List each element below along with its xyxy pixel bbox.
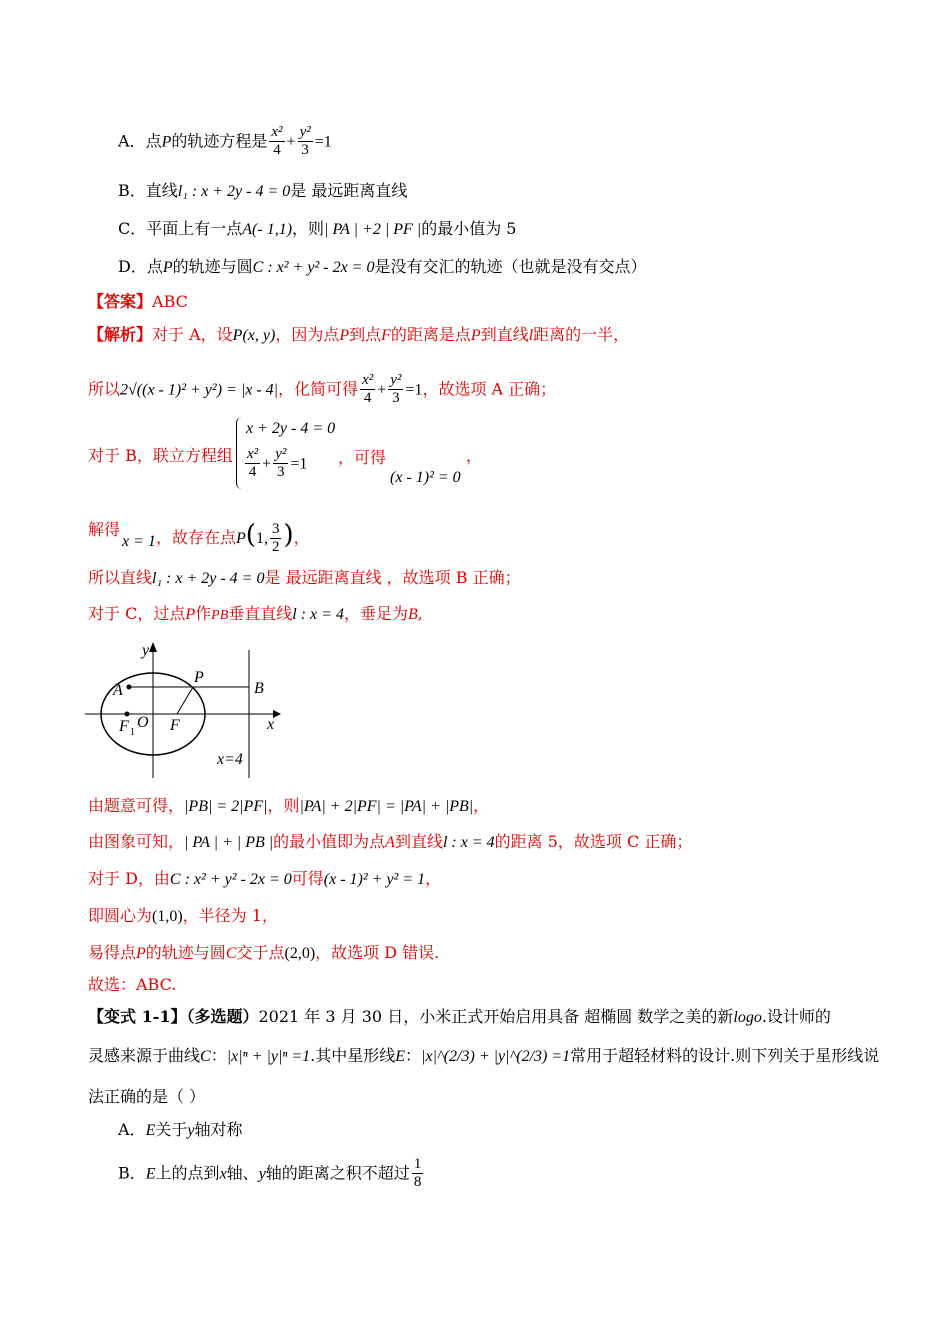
fraction-y2-3: [388, 372, 403, 408]
coord-x: 1,: [255, 530, 268, 547]
text: ，垂足为: [343, 604, 408, 623]
option-a: [118, 124, 332, 160]
answer-label: 【答案】: [88, 292, 153, 311]
label-x-4: x=4: [217, 751, 243, 768]
fraction-y2-3: [273, 446, 288, 482]
equals-one: =1: [314, 133, 332, 151]
text: ，半径为 1，: [182, 906, 278, 925]
var-p: P: [162, 259, 173, 276]
var: B: [407, 606, 418, 623]
variant-line-2: [88, 1046, 879, 1066]
point-coords: [245, 520, 294, 555]
system-eq-2: [243, 446, 307, 482]
text: 到直线: [394, 832, 443, 851]
option-d: [118, 257, 647, 277]
text: ，可得: [338, 448, 387, 467]
text: 解得: [88, 520, 121, 539]
text: 由题意可得，: [88, 796, 185, 815]
solution-line-1: [88, 325, 629, 345]
point-p: P(x, y): [232, 327, 276, 344]
x-axis-arrow: [273, 710, 281, 718]
text: 的最小值即为点: [273, 832, 386, 851]
denominator: 8: [413, 1174, 422, 1191]
solution-label: 【解析】: [88, 325, 153, 344]
denominator: 4: [248, 464, 257, 481]
point-a-dot: [127, 685, 132, 690]
text: 对于 A，设: [152, 325, 233, 344]
text: 到直线: [480, 325, 529, 344]
text: 点: [146, 257, 163, 276]
text: 由图象可知，: [88, 832, 185, 851]
denominator: 2: [271, 539, 280, 555]
text: 是没有交汇的轨迹（也就是没有交点）: [374, 257, 647, 276]
text: 点: [145, 131, 162, 151]
denominator: 4: [363, 390, 372, 407]
text: ，故选项 D 错误.: [315, 943, 440, 962]
var-c: C: [200, 1048, 211, 1065]
text: 交于点: [236, 943, 285, 962]
point-f1-dot: [125, 712, 130, 717]
distance-equation: 2√((x - 1)² + y²) = |x - 4|: [120, 381, 279, 399]
segment-pb: PB: [211, 608, 229, 623]
variant-type: （多选题）: [186, 1007, 259, 1026]
point-a: A(- 1,1): [242, 221, 293, 238]
circle-standard-form: (x - 1)² + y² = 1: [323, 871, 426, 888]
text: ，化简可得: [278, 379, 359, 399]
result-equation: (x - 1)² = 0: [390, 469, 461, 486]
solution-line-3: [88, 446, 233, 465]
logo-word: logo: [733, 1009, 762, 1026]
text: ，: [293, 528, 310, 547]
var: P: [136, 945, 146, 962]
solution-line-2: [88, 372, 556, 408]
text: 对于 D，由: [88, 869, 170, 888]
circle-equation: C : x² + y² - 2x = 0: [252, 259, 375, 276]
answer: [88, 292, 188, 311]
fraction-x2-4: [269, 124, 284, 160]
text: 即圆心为: [88, 906, 153, 925]
var: l: [528, 327, 534, 344]
text: 易得点: [88, 943, 137, 962]
text: 距离的一半，: [533, 325, 630, 344]
text: 对于 C，过点: [88, 604, 186, 623]
equals-one: =1: [290, 455, 308, 473]
system-eq-1: x + 2y - 4 = 0: [246, 420, 336, 437]
var-e: E: [145, 1165, 156, 1183]
intersection-point: (2,0): [284, 945, 316, 962]
fraction-x2-4: [245, 446, 260, 482]
var-y: y: [187, 1122, 195, 1139]
text: 的轨迹与圆: [172, 257, 253, 276]
text: ，: [473, 796, 490, 815]
denominator: 3: [277, 464, 285, 481]
text: 的距离是点: [390, 325, 471, 344]
text: 的距离 5，故选项 C 正确；: [494, 832, 693, 851]
text: ，故选项 A 正确；: [422, 379, 557, 399]
label-f1: F: [119, 718, 129, 735]
text: 轴对称: [194, 1120, 243, 1139]
circle-equation: C : x² + y² - 2x = 0: [169, 871, 292, 888]
label-b: B: [254, 680, 264, 697]
label-f: F: [170, 717, 180, 734]
answer-value: ABC: [152, 292, 188, 311]
astroid-equation: |x|^(2/3) + |y|^(2/3) =1: [421, 1048, 571, 1065]
var-e: E: [145, 1122, 156, 1139]
equals-one: =1: [405, 381, 423, 399]
label-o: O: [137, 714, 149, 731]
text: 关于: [155, 1120, 188, 1139]
var-y: y: [258, 1165, 266, 1183]
line-equation: l₁ : x + 2y - 4 = 0: [152, 570, 265, 587]
label-x: x: [267, 716, 275, 733]
text: 到点: [349, 325, 382, 344]
numerator: x²: [269, 124, 284, 142]
text: ，: [425, 869, 442, 888]
text: 垂直直线: [228, 604, 293, 623]
superellipse-equation: |x|ⁿ + |y|ⁿ =1: [226, 1048, 311, 1065]
var-e: E: [395, 1048, 406, 1065]
plus: +: [377, 381, 387, 399]
text: 轴、: [226, 1163, 259, 1183]
ellipse-figure: [85, 636, 295, 786]
equation: |PA| + 2|PF| = |PA| + |PB|: [299, 798, 474, 815]
text: 轴的距离之积不超过: [265, 1163, 410, 1183]
numerator: 3: [270, 521, 282, 539]
solution-line-9: [88, 869, 441, 889]
variant-label: 【变式 1-1】: [88, 1007, 187, 1026]
fraction-y2-3: [298, 124, 313, 160]
plus: +: [286, 133, 296, 151]
solution-line-7: [88, 796, 489, 816]
numerator: y²: [273, 446, 288, 464]
line-l: l : x = 4: [292, 606, 344, 623]
var: C: [225, 945, 237, 962]
option-c: [118, 219, 516, 239]
text: ，故存在点: [156, 528, 237, 547]
var: P: [339, 327, 350, 344]
numerator: x²: [245, 446, 260, 464]
text: 平面上有一点: [146, 219, 243, 238]
variant-option-a: [118, 1120, 242, 1140]
var-x: x: [219, 1165, 227, 1183]
text: 作: [195, 604, 212, 623]
line-equation: l₁ : x + 2y - 4 = 0: [177, 183, 291, 200]
fraction-1-8: [412, 1156, 424, 1192]
variant-line-1: [88, 1007, 831, 1027]
solution-line-4-b: [156, 520, 310, 556]
y-axis-arrow: [149, 642, 157, 652]
solution-line-4-a: [88, 520, 120, 539]
var-p: P: [236, 530, 246, 547]
text: ，则: [267, 796, 300, 815]
var-p: P: [161, 133, 172, 151]
option-letter: A．: [118, 131, 146, 151]
text: 是 最远距离直线 ，故选项 B 正确；: [264, 568, 521, 587]
text: 是 最远距离直线: [290, 181, 408, 200]
text: 对于 B，联立方程组: [88, 446, 233, 465]
distance-expression: | PA | +2 | PF |: [324, 221, 422, 238]
left-paren: (: [245, 520, 256, 550]
numerator: y²: [388, 372, 403, 390]
expression: | PA | + | PB |: [184, 834, 274, 851]
text: 2021 年 3 月 30 日，小米正式开始启用具备 超椭圆 数学之美的新: [258, 1007, 734, 1026]
text: 上的点到: [155, 1163, 220, 1183]
option-letter: C．: [118, 219, 147, 238]
numerator: y²: [298, 124, 313, 142]
text: 的轨迹与圆: [145, 943, 226, 962]
label-f1-subscript: 1: [130, 727, 135, 738]
var: P: [470, 327, 481, 344]
text: ：: [405, 1046, 422, 1065]
text: .设计师的: [761, 1007, 831, 1026]
text: 灵感来源于曲线: [88, 1046, 201, 1065]
text: 的最小值为 5: [421, 219, 517, 238]
text: ，: [466, 446, 483, 465]
text: 直线: [145, 181, 178, 200]
plus: +: [262, 455, 272, 473]
variant-option-b: [118, 1156, 425, 1192]
solution-line-6: [88, 604, 423, 625]
var: P: [185, 606, 196, 623]
text: 所以直线: [88, 568, 153, 587]
solution-conclusion: 故选：ABC.: [88, 975, 177, 994]
var: A: [385, 834, 395, 851]
option-letter: B．: [118, 1163, 146, 1183]
denominator: 3: [301, 142, 309, 159]
text: ：: [210, 1046, 227, 1065]
fraction-x2-4: [360, 372, 375, 408]
solution-line-10: [88, 906, 278, 926]
text: 常用于超轻材料的设计.则下列关于星形线说: [570, 1046, 880, 1065]
equation: |PB| = 2|PF|: [184, 798, 268, 815]
var: F: [381, 327, 391, 344]
text: 的轨迹方程是: [171, 131, 268, 151]
text: 可得: [291, 869, 324, 888]
line-l: l : x = 4: [442, 834, 495, 851]
solution-line-11: [88, 943, 439, 963]
text: ，则: [292, 219, 325, 238]
segment-pf: [177, 687, 193, 714]
label-p: P: [194, 669, 204, 686]
denominator: 3: [392, 390, 400, 407]
fraction-3-2: [270, 521, 282, 557]
x-solution: x = 1: [122, 533, 156, 550]
numerator: x²: [360, 372, 375, 390]
text: ，因为点: [275, 325, 340, 344]
solution-line-8: [88, 832, 692, 852]
solution-line-5: [88, 568, 521, 588]
label-a: A: [113, 682, 123, 699]
option-letter: A．: [118, 1120, 146, 1139]
center: (1,0): [152, 908, 183, 925]
numerator: 1: [412, 1156, 424, 1174]
text: ,: [417, 604, 423, 623]
text: .其中星形线: [310, 1046, 396, 1065]
variant-line-3: 法正确的是（ ）: [88, 1087, 206, 1106]
denominator: 4: [273, 142, 281, 159]
label-y: y: [142, 642, 150, 659]
option-letter: B．: [118, 181, 146, 200]
option-b: [118, 181, 407, 201]
text: 所以: [88, 379, 121, 399]
option-letter: D．: [118, 257, 147, 276]
right-paren: ): [283, 520, 294, 550]
